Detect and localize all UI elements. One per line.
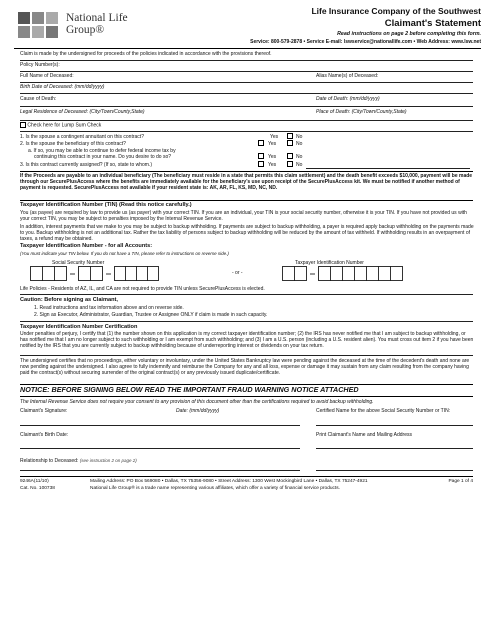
footer-divider bbox=[20, 476, 473, 477]
policy-numbers-field[interactable]: Policy Number(s): bbox=[20, 62, 60, 68]
intro-text: Claim is made by the undersigned for proceeds of the policies indicated in accordance with the provisions thereof. bbox=[20, 51, 272, 57]
divider bbox=[20, 200, 473, 201]
divider bbox=[20, 120, 473, 121]
catalog-number: Cat. No. 100738 bbox=[20, 486, 55, 491]
service-contact: Service: 800-579-2878 • Service E-mail: lswservice@nationallife.com • Web Address: www.lsw.net bbox=[250, 39, 481, 45]
certified-name-field[interactable]: Certified Name for the above Social Security Number or TIN: bbox=[316, 408, 451, 414]
address-line-1 bbox=[316, 448, 473, 449]
question-1: 1. Is the spouse a contingent annuitant on this contract? bbox=[20, 134, 144, 140]
place-of-death-field[interactable]: Place of Death: (City/Town/County,State) bbox=[316, 109, 407, 115]
ssn-label: Social Security Number bbox=[52, 260, 105, 266]
relationship-field[interactable] bbox=[20, 458, 137, 464]
q3-yes-checkbox[interactable] bbox=[258, 161, 264, 167]
form-title: Claimant's Statement bbox=[384, 18, 481, 29]
q3-no: No bbox=[296, 162, 303, 168]
form-number: 9246A(11/10) bbox=[20, 479, 49, 484]
tin-input[interactable] bbox=[282, 266, 406, 282]
or-separator: - or - bbox=[232, 270, 243, 276]
certification-title: Taxpayer Identification Number Certification bbox=[20, 324, 138, 330]
q3-no-checkbox[interactable] bbox=[287, 161, 293, 167]
ssn-input[interactable] bbox=[30, 266, 160, 282]
divider bbox=[20, 131, 473, 132]
claimant-signature-field[interactable]: Claimant's Signature: bbox=[20, 408, 68, 414]
divider bbox=[20, 396, 473, 397]
q2a-no: No bbox=[296, 154, 303, 160]
print-name-field[interactable]: Print Claimant's Name and Mailing Address bbox=[316, 432, 412, 438]
birth-date-line bbox=[20, 448, 300, 449]
q1-no: No bbox=[296, 134, 303, 140]
q2a-yes-checkbox[interactable] bbox=[258, 153, 264, 159]
tin-for-all: Taxpayer Identification Number - for all Accounts: bbox=[20, 243, 153, 249]
certified-name-line bbox=[316, 425, 473, 426]
question-2: 2. Is the spouse the beneficiary of this contract? bbox=[20, 141, 126, 147]
trademark-note: National Life Group® is a trade name representing various affiliates, which offer a variety of financial service products. bbox=[90, 486, 340, 491]
divider bbox=[20, 60, 473, 61]
divider bbox=[20, 171, 473, 172]
lump-sum-row[interactable] bbox=[20, 122, 101, 128]
assignee-line[interactable] bbox=[306, 168, 470, 169]
divider bbox=[20, 71, 473, 72]
tin-must-indicate: (You must indicate your TIN below. If you do not have a TIN, please refer to instructions on reverse side.) bbox=[20, 251, 229, 256]
logo-text bbox=[66, 12, 128, 36]
tin-label: Taxpayer Identification Number bbox=[295, 260, 364, 266]
bankruptcy-certification: The undersigned certifies that no proceedings, either voluntary or involuntary, under the United States Bankruptcy law were pending against the deceased at the time of the decedent's death and none are now pending against the undersigned. I also agree to fully indemnify and reimburse the Company for any and all loss, expense or damage it may sustain from any claim resulting from the company having paid the contract(s) without securing surrender of the original contract(s) or any previously issued duplicate/certificate. bbox=[20, 358, 470, 376]
alias-field[interactable]: Alias Name(s) of Deceased: bbox=[316, 73, 379, 79]
relationship-line bbox=[20, 470, 300, 471]
yes-label: Yes bbox=[270, 134, 279, 140]
caution-title: Caution: Before signing as Claimant, bbox=[20, 297, 118, 303]
certification-text: Under penalties of perjury, I certify that (1) the number shown on this application is my correct taxpayer identification number; (2) the IRS has never notified me that I am subject to backup withholding, or has notified me that I am no longer subject to such withholding or I am exempt from such withholding; and (3) I am a U.S. person (including a U.S. resident alien). You must cross out item 2 if you have been notified by the IRS that you are currently subject to backup withholding because of underreporting interest or dividends on your tax return. bbox=[20, 331, 474, 349]
q1-checkbox[interactable] bbox=[287, 133, 293, 139]
question-3: 3. Is this contract currently assigned? (If so, state to whom.) bbox=[20, 162, 152, 168]
form-instructions: Read instructions on page 2 before completing this form. bbox=[337, 31, 481, 37]
company-name: Life Insurance Company of the Southwest bbox=[311, 6, 481, 16]
question-2a: a. If so, you may be able to continue to defer federal income tax by bbox=[28, 148, 176, 154]
tin-paragraph-1: You (as payee) are required by law to provide us (as payer) with your correct TIN. If you are an individual, your TIN is your social security number, otherwise it is your TIN. If you have not provided us with your correct TIN, you may be subject to penalties imposed by the Internal Revenue Service. bbox=[20, 210, 467, 222]
divider bbox=[20, 294, 473, 295]
claimant-birth-date-field[interactable]: Claimant's Birth Date: bbox=[20, 432, 69, 438]
divider bbox=[20, 321, 473, 322]
caution-item-2: 2. Sign as Executor, Administrator, Guardian, Trustee or Assignee ONLY if claim is made in such capacity. bbox=[34, 312, 268, 318]
birth-date-field[interactable]: Birth Date of Deceased: (mm/dd/yyyy) bbox=[20, 84, 105, 90]
irs-note: The Internal Revenue Service does not require your consent to any provision of this document other than the certifications required to avoid backup withholding. bbox=[20, 399, 374, 405]
residence-field[interactable]: Legal Residence of Deceased: (City/Town/County,State) bbox=[20, 109, 145, 115]
caution-item-1: 1. Read instructions and tax information above and on reverse side. bbox=[34, 305, 184, 311]
q2-yes-checkbox[interactable] bbox=[258, 140, 264, 146]
q2-no: No bbox=[296, 141, 303, 147]
q2-no-checkbox[interactable] bbox=[287, 140, 293, 146]
signature-date-field[interactable]: Date: (mm/dd/yyyy) bbox=[176, 408, 220, 414]
relationship-note: (see instruction 2 on page 2) bbox=[79, 458, 137, 463]
individual-beneficiary-notice: If the Proceeds are payable to an individual beneficiary (The beneficiary must reside in a state that permits this claim settlement) and the death benefit exceeds $10,000, payment will be made through our SecurePlusAccess where the benefits are immediately available for the beneficiary's use upon receipt of the SecurePlusAccess kit. We must be notified if another method of payment is requested. SecurePlusAccess not available if your resident state is: AK, AR, FL, KS, MD, NC, ND. bbox=[20, 173, 473, 191]
question-2a-cont: continuing this contract in your name. Do you desire to do so? bbox=[34, 154, 172, 160]
lump-sum-label: Check here for Lump Sum Check bbox=[27, 122, 102, 129]
cause-of-death-field[interactable]: Cause of Death: bbox=[20, 96, 57, 102]
address-line-2 bbox=[316, 470, 473, 471]
fraud-notice: NOTICE: BEFORE SIGNING BELOW READ THE IMPORTANT FRAUD WARNING NOTICE ATTACHED bbox=[20, 385, 359, 394]
mailing-address: Mailing Address: PO Box 569080 • Dallas, TX 75356-9080 • Street Address: 1300 West Mockingbird Lane • Dallas, TX 75247-4921 bbox=[90, 479, 368, 484]
tin-paragraph-2: In addition, interest payments that we make to you may be subject to backup withholding. If payments are subject to backup withholding, a payer is required apply backup withholding on the payments made to you. Backup withholding is not an additional tax. Rather the tax liability of persons subject to backup withholding will be reduced by the amount of tax withheld. If withholding results in an overpayment of taxes, a refund may be obtained. bbox=[20, 224, 474, 242]
divider bbox=[20, 355, 473, 356]
divider bbox=[20, 93, 473, 94]
logo-name: National Life bbox=[66, 12, 128, 24]
tin-title: Taxpayer Identification Number (TIN) (Read this notice carefully.) bbox=[20, 202, 192, 208]
page-number: Page 1 of 4 bbox=[448, 479, 473, 484]
relationship-label: Relationship to Deceased: bbox=[20, 458, 79, 464]
signature-line bbox=[20, 425, 300, 426]
residents-note: Life Policies - Residents of AZ, IL, and CA are not required to provide TIN unless SecurePlusAccess is elected. bbox=[20, 286, 265, 292]
q2a-yes: Yes bbox=[268, 154, 277, 160]
header-divider bbox=[14, 48, 481, 49]
q2a-no-checkbox[interactable] bbox=[287, 153, 293, 159]
lump-sum-checkbox[interactable] bbox=[20, 122, 26, 128]
q2-yes: Yes bbox=[268, 141, 277, 147]
divider bbox=[20, 82, 473, 83]
divider bbox=[20, 106, 473, 107]
date-of-death-field[interactable]: Date of Death: (mm/dd/yyyy) bbox=[316, 96, 380, 102]
full-name-field[interactable]: Full Name of Deceased: bbox=[20, 73, 74, 79]
q3-yes: Yes bbox=[268, 162, 277, 168]
logo-group: Group® bbox=[66, 24, 105, 36]
q1-yes[interactable] bbox=[270, 134, 278, 140]
